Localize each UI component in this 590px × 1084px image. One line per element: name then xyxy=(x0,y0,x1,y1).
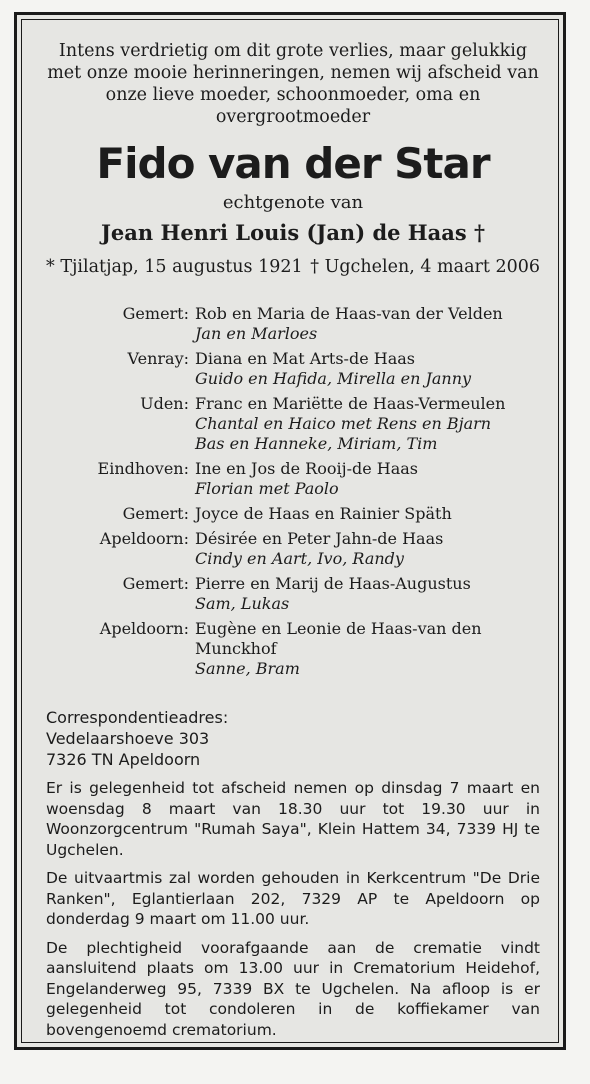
correspondence-street: Vedelaarshoeve 303 xyxy=(46,729,210,748)
family-names: Joyce de Haas en Rainier Späth xyxy=(195,504,452,523)
funeral-mass-paragraph: De uitvaartmis zal worden gehouden in Kerkcentrum "De Drie Ranken", Eglantierlaan 202, 7329 AP te Apeldoorn op donderdag 9 maart om 11.00 uur. xyxy=(46,869,540,928)
family-children: Guido en Hafida, Mirella en Janny xyxy=(195,369,472,388)
family-names: Rob en Maria de Haas-van der Velden xyxy=(195,304,503,323)
family-entry xyxy=(46,394,540,454)
family-names: Diana en Mat Arts-de Haas xyxy=(195,349,415,368)
family-names: Eugène en Leonie de Haas-van den Munckhof xyxy=(195,619,482,658)
family-children: Bas en Hanneke, Miriam, Tim xyxy=(195,434,438,453)
spouse-prefix: echtgenote van xyxy=(222,192,364,213)
family-names: Désirée en Peter Jahn-de Haas xyxy=(195,529,444,548)
family-names-block xyxy=(195,619,540,679)
family-children: Jan en Marloes xyxy=(195,324,318,343)
life-dates xyxy=(46,256,540,278)
family-place: Gemert: xyxy=(122,304,189,323)
family-names-block xyxy=(195,504,540,524)
family-place: Gemert: xyxy=(122,574,189,593)
family-entry xyxy=(46,504,540,524)
cremation-paragraph: De plechtigheid voorafgaande aan de crematie vindt aansluitend plaats om 13.00 uur in Crematorium Heidehof, Engelanderweg 95, 7339 BX te Ugchelen. Na afloop is er gelegenheid tot condoleren in de koffiekamer van bovengenoemd crematorium. xyxy=(46,938,540,1039)
family-place: Venray: xyxy=(127,349,189,368)
birth-date: * Tjilatjap, 15 augustus 1921 xyxy=(46,257,303,277)
family-list xyxy=(46,304,540,679)
notice-frame xyxy=(14,12,566,1050)
family-children: Cindy en Aart, Ivo, Randy xyxy=(195,549,404,568)
visitation-paragraph: Er is gelegenheid tot afscheid nemen op dinsdag 7 maart en woensdag 8 maart van 18.30 uur tot 19.30 uur in Woonzorgcentrum "Rumah Saya", Klein Hattem 34, 7339 HJ te Ugchelen. xyxy=(46,779,540,859)
family-entry xyxy=(46,619,540,679)
family-place: Gemert: xyxy=(122,504,189,523)
family-place: Apeldoorn: xyxy=(99,529,189,548)
death-date: † Ugchelen, 4 maart 2006 xyxy=(310,257,540,277)
family-entry xyxy=(46,459,540,499)
family-entry xyxy=(46,349,540,389)
deceased-name: Fido van der Star xyxy=(96,139,490,188)
spouse-name: Jean Henri Louis (Jan) de Haas † xyxy=(101,220,485,245)
family-children: Sam, Lukas xyxy=(195,594,290,613)
family-entry xyxy=(46,574,540,614)
family-names-block xyxy=(195,349,540,389)
family-names-block xyxy=(195,304,540,344)
correspondence-address xyxy=(46,707,540,770)
family-place: Eindhoven: xyxy=(97,459,189,478)
family-names: Franc en Mariëtte de Haas-Vermeulen xyxy=(195,394,506,413)
correspondence-city: 7326 TN Apeldoorn xyxy=(46,750,201,769)
family-names: Ine en Jos de Rooij-de Haas xyxy=(195,459,419,478)
notice-inner-border xyxy=(21,19,559,1043)
intro-text: Intens verdrietig om dit grote verlies, maar gelukkig met onze mooie herinneringen, nemen wij afscheid van onze lieve moeder, schoonmoeder, oma en overgrootmoeder xyxy=(47,41,539,127)
family-entry xyxy=(46,529,540,569)
family-children: Chantal en Haico met Rens en Bjarn xyxy=(195,414,492,433)
notice-content xyxy=(46,40,540,1040)
family-names-block xyxy=(195,574,540,614)
family-names-block xyxy=(195,394,540,454)
family-names-block xyxy=(195,459,540,499)
family-place: Apeldoorn: xyxy=(99,619,189,638)
family-place: Uden: xyxy=(140,394,189,413)
family-names: Pierre en Marij de Haas-Augustus xyxy=(195,574,471,593)
family-names-block xyxy=(195,529,540,569)
family-children: Sanne, Bram xyxy=(195,659,300,678)
family-entry xyxy=(46,304,540,344)
correspondence-label: Correspondentieadres: xyxy=(46,708,229,727)
family-children: Florian met Paolo xyxy=(195,479,339,498)
